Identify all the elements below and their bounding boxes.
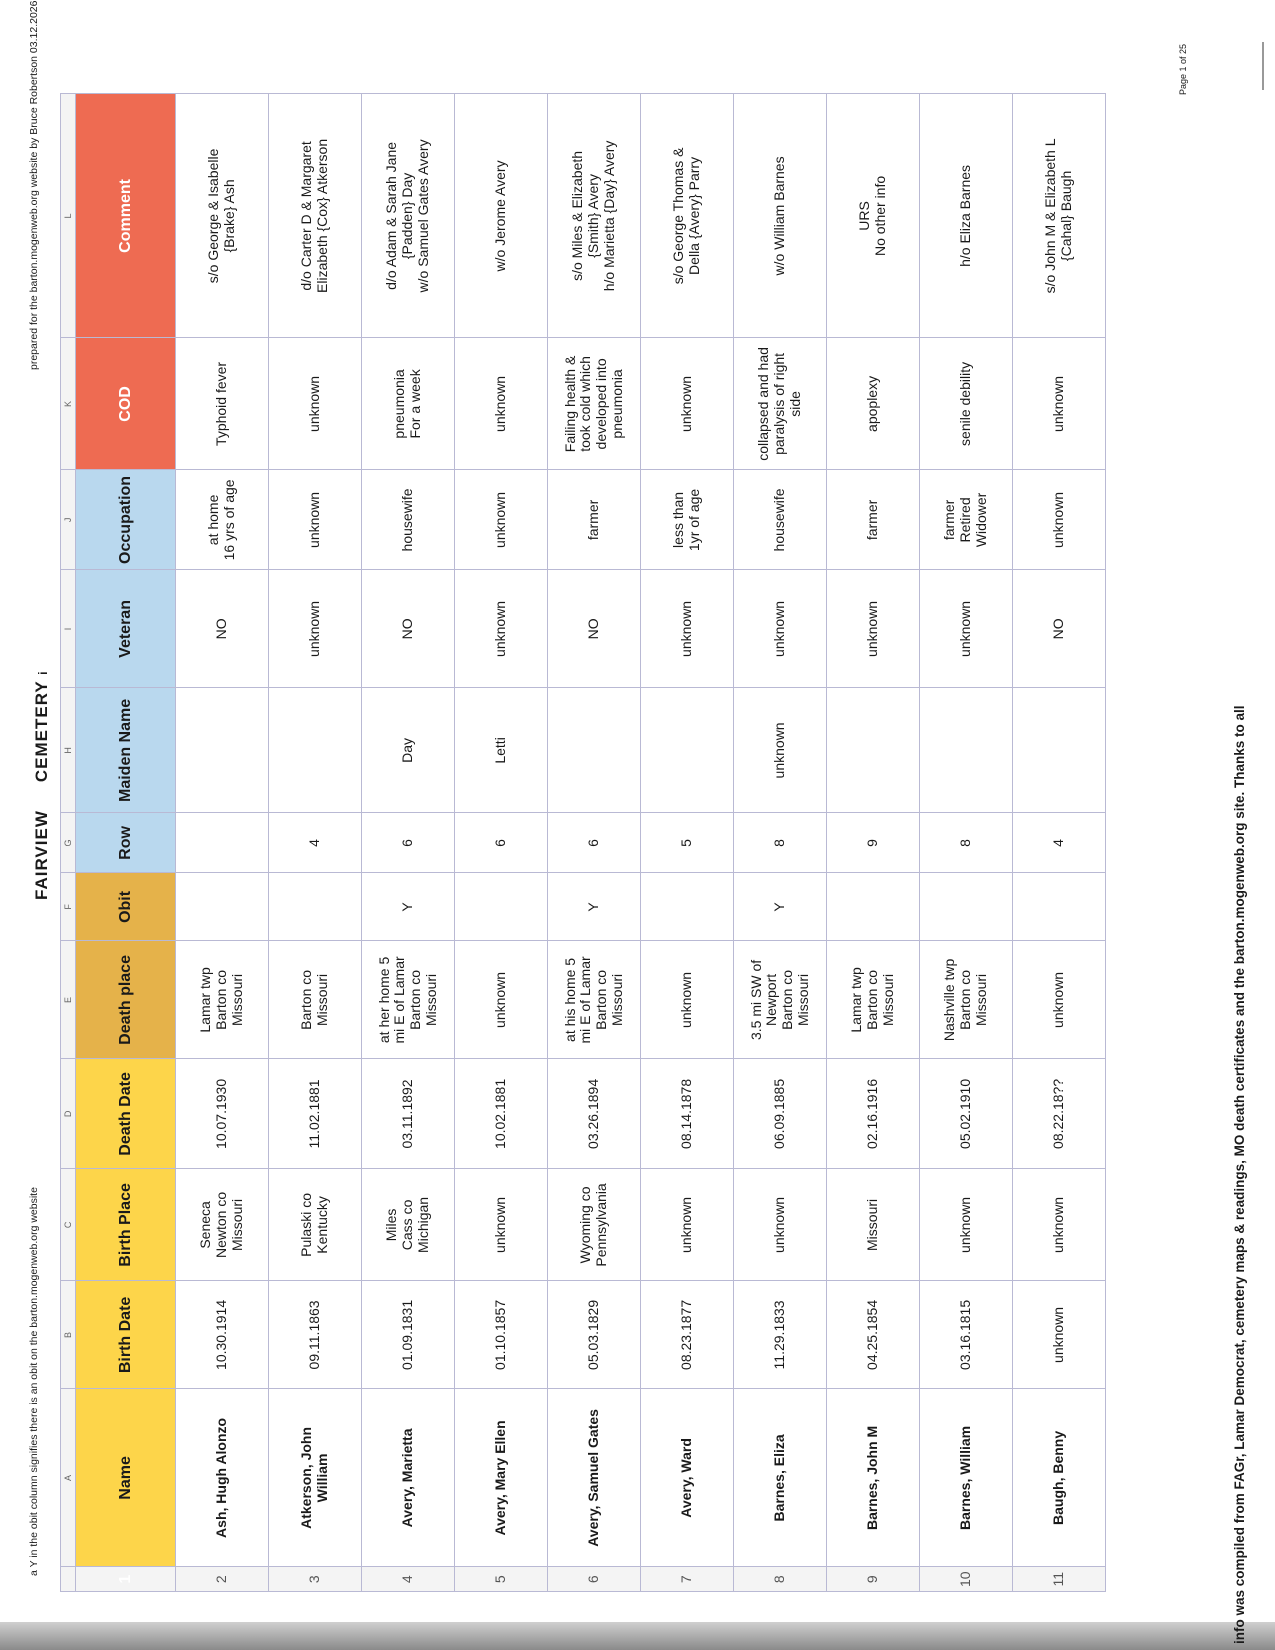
corner-cell xyxy=(61,1567,76,1592)
column-letter: H xyxy=(61,688,76,813)
table-cell: 11.29.1833 xyxy=(734,1281,827,1389)
name-cell: Ash, Hugh Alonzo xyxy=(176,1389,269,1567)
table-cell: housewife xyxy=(734,470,827,570)
table-cell: farmer xyxy=(827,470,920,570)
table-cell: 4 xyxy=(269,813,362,873)
table-cell: d/o Adam & Sarah Jane {Padden} Day w/o Samuel Gates Avery xyxy=(362,94,455,338)
table-cell xyxy=(269,688,362,813)
cemetery-table xyxy=(60,93,1106,1592)
table-cell: s/o Miles & Elizabeth {Smith} Avery h/o Marietta {Day} Avery xyxy=(548,94,641,338)
table-cell: 10.30.1914 xyxy=(176,1281,269,1389)
table-cell: Y xyxy=(548,873,641,941)
table-cell: housewife xyxy=(362,470,455,570)
table-cell: 10.07.1930 xyxy=(176,1059,269,1169)
name-cell: Atkerson, John William xyxy=(269,1389,362,1567)
table-cell: URS No other info xyxy=(827,94,920,338)
table-cell: farmer xyxy=(548,470,641,570)
table-row xyxy=(362,94,455,1592)
table-cell: unknown xyxy=(641,941,734,1059)
table-cell: 8 xyxy=(734,813,827,873)
table-cell: Failing health & took cold which developed into pneumonia xyxy=(548,338,641,470)
table-cell: Miles Cass co Michigan xyxy=(362,1169,455,1281)
table-cell xyxy=(176,688,269,813)
column-header: Obit xyxy=(76,873,176,941)
row-number: 5 xyxy=(455,1567,548,1592)
table-cell: unknown xyxy=(455,941,548,1059)
table-cell: at his home 5 mi E of Lamar Barton co Missouri xyxy=(548,941,641,1059)
table-cell: 6 xyxy=(548,813,641,873)
column-header: Death Date xyxy=(76,1059,176,1169)
column-letter: F xyxy=(61,873,76,941)
row-number: 4 xyxy=(362,1567,455,1592)
page-number: Page 1 of 25 xyxy=(1178,43,1188,95)
table-cell: at her home 5 mi E of Lamar Barton co Missouri xyxy=(362,941,455,1059)
table-cell: 05.03.1829 xyxy=(548,1281,641,1389)
table-cell: Typhoid fever xyxy=(176,338,269,470)
column-letter: D xyxy=(61,1059,76,1169)
column-header: Comment xyxy=(76,94,176,338)
name-cell: Avery, Samuel Gates xyxy=(548,1389,641,1567)
table-cell: w/o Jerome Avery xyxy=(455,94,548,338)
table-row xyxy=(548,94,641,1592)
header-row xyxy=(76,94,176,1592)
table-cell xyxy=(920,688,1013,813)
table-cell: unknown xyxy=(641,338,734,470)
table-cell: 4 xyxy=(1013,813,1106,873)
table-cell: unknown xyxy=(455,1169,548,1281)
name-cell: Avery, Ward xyxy=(641,1389,734,1567)
table-row xyxy=(455,94,548,1592)
table-cell: unknown xyxy=(734,1169,827,1281)
table-cell: 08.23.1877 xyxy=(641,1281,734,1389)
column-letter-row xyxy=(61,94,76,1592)
table-cell xyxy=(176,813,269,873)
column-header: Row xyxy=(76,813,176,873)
table-cell: at home 16 yrs of age xyxy=(176,470,269,570)
table-cell: d/o Carter D & Margaret Elizabeth {Cox} Atkerson xyxy=(269,94,362,338)
table-cell: 01.10.1857 xyxy=(455,1281,548,1389)
table-cell xyxy=(269,873,362,941)
column-letter: B xyxy=(61,1281,76,1389)
table-row xyxy=(734,94,827,1592)
table-cell: 08.22.18?? xyxy=(1013,1059,1106,1169)
table-cell: NO xyxy=(548,570,641,688)
name-cell: Barnes, William xyxy=(920,1389,1013,1567)
table-cell: less than 1yr of age xyxy=(641,470,734,570)
column-letter: E xyxy=(61,941,76,1059)
column-header: Occupation xyxy=(76,470,176,570)
table-cell: unknown xyxy=(1013,470,1106,570)
column-letter: C xyxy=(61,1169,76,1281)
table-cell xyxy=(548,688,641,813)
table-cell: unknown xyxy=(827,570,920,688)
table-cell: h/o Eliza Barnes xyxy=(920,94,1013,338)
page-title xyxy=(32,671,52,900)
table-cell: 10.02.1881 xyxy=(455,1059,548,1169)
table-cell: s/o George & Isabelle {Brake} Ash xyxy=(176,94,269,338)
table-cell: Wyoming co Pennsylvania xyxy=(548,1169,641,1281)
column-header: Birth Place xyxy=(76,1169,176,1281)
column-letter: I xyxy=(61,570,76,688)
table-cell: pneumonia For a week xyxy=(362,338,455,470)
table-cell: Nashville twp Barton co Missouri xyxy=(920,941,1013,1059)
table-cell xyxy=(176,873,269,941)
scan-mark xyxy=(1262,42,1264,90)
table-cell xyxy=(641,688,734,813)
row-number: 1 xyxy=(76,1567,176,1592)
column-letter: A xyxy=(61,1389,76,1567)
info-icon: i xyxy=(36,670,50,675)
table-cell: Pulaski co Kentucky xyxy=(269,1169,362,1281)
table-cell: NO xyxy=(362,570,455,688)
table-cell: unknown xyxy=(641,570,734,688)
table-cell: unknown xyxy=(920,1169,1013,1281)
table-cell: NO xyxy=(1013,570,1106,688)
table-row xyxy=(269,94,362,1592)
table-cell: 03.11.1892 xyxy=(362,1059,455,1169)
table-cell: 06.09.1885 xyxy=(734,1059,827,1169)
table-cell xyxy=(827,873,920,941)
table-row xyxy=(641,94,734,1592)
table-cell: 11.02.1881 xyxy=(269,1059,362,1169)
column-header: Name xyxy=(76,1389,176,1567)
table-cell: NO xyxy=(176,570,269,688)
table-cell xyxy=(455,873,548,941)
name-cell: Avery, Marietta xyxy=(362,1389,455,1567)
table-cell xyxy=(641,873,734,941)
name-cell: Baugh, Benny xyxy=(1013,1389,1106,1567)
table-cell: unknown xyxy=(641,1169,734,1281)
table-cell xyxy=(1013,873,1106,941)
table-cell: 03.26.1894 xyxy=(548,1059,641,1169)
table-cell: 6 xyxy=(455,813,548,873)
table-cell xyxy=(827,688,920,813)
name-cell: Barnes, Eliza xyxy=(734,1389,827,1567)
table-cell: 09.11.1863 xyxy=(269,1281,362,1389)
table-cell: unknown xyxy=(734,688,827,813)
table-cell xyxy=(920,873,1013,941)
table-cell: Lamar twp Barton co Missouri xyxy=(827,941,920,1059)
table-cell: Seneca Newton co Missouri xyxy=(176,1169,269,1281)
table-cell: 05.02.1910 xyxy=(920,1059,1013,1169)
table-cell: Y xyxy=(734,873,827,941)
table-cell: Barton co Missouri xyxy=(269,941,362,1059)
column-header: Birth Date xyxy=(76,1281,176,1389)
table-cell: unknown xyxy=(1013,1169,1106,1281)
name-cell: Avery, Mary Ellen xyxy=(455,1389,548,1567)
table-cell: 04.25.1854 xyxy=(827,1281,920,1389)
name-cell: Barnes, John M xyxy=(827,1389,920,1567)
table-cell: Letti xyxy=(455,688,548,813)
table-cell: unknown xyxy=(269,470,362,570)
table-cell: unknown xyxy=(455,570,548,688)
table-cell: unknown xyxy=(1013,338,1106,470)
table-cell: 8 xyxy=(920,813,1013,873)
table-cell: collapsed and had paralysis of right side xyxy=(734,338,827,470)
column-header: Veteran xyxy=(76,570,176,688)
table-cell: apoplexy xyxy=(827,338,920,470)
table-row xyxy=(827,94,920,1592)
table-cell: 9 xyxy=(827,813,920,873)
table-cell: unknown xyxy=(455,470,548,570)
table-row xyxy=(920,94,1013,1592)
row-number: 2 xyxy=(176,1567,269,1592)
table-cell: s/o John M & Elizabeth L {Cahal} Baugh xyxy=(1013,94,1106,338)
row-number: 6 xyxy=(548,1567,641,1592)
table-cell: s/o George Thomas & Della {Avery} Parry xyxy=(641,94,734,338)
row-number: 8 xyxy=(734,1567,827,1592)
table-cell: unknown xyxy=(455,338,548,470)
table-cell: 3.5 mi SW of Newport Barton co Missouri xyxy=(734,941,827,1059)
title-word-fairview: FAIRVIEW xyxy=(32,810,51,900)
table-cell: 03.16.1815 xyxy=(920,1281,1013,1389)
table-cell: 6 xyxy=(362,813,455,873)
table-cell: senile debility xyxy=(920,338,1013,470)
table-cell xyxy=(1013,688,1106,813)
table-cell: 02.16.1916 xyxy=(827,1059,920,1169)
column-letter: L xyxy=(61,94,76,338)
table-cell: Day xyxy=(362,688,455,813)
table-cell: 5 xyxy=(641,813,734,873)
title-word-cemetery: CEMETERY xyxy=(32,680,51,783)
table-cell: unknown xyxy=(269,338,362,470)
obit-note: a Y in the obit column signifies there is an obit on the barton.mogenweb.org website xyxy=(28,1187,40,1576)
table-cell: 08.14.1878 xyxy=(641,1059,734,1169)
table-cell: farmer Retired Widower xyxy=(920,470,1013,570)
table-cell: unknown xyxy=(920,570,1013,688)
row-number: 3 xyxy=(269,1567,362,1592)
table-cell: Y xyxy=(362,873,455,941)
footer-credits: info was compiled from FAGr, Lamar Democrat, cemetery maps & readings, MO death certificates and the barton.mogenweb.org site. Thanks to all xyxy=(1232,705,1247,1644)
table-cell: unknown xyxy=(1013,1281,1106,1389)
table-cell: Missouri xyxy=(827,1169,920,1281)
column-letter: G xyxy=(61,813,76,873)
table-cell: unknown xyxy=(1013,941,1106,1059)
column-header: COD xyxy=(76,338,176,470)
table-cell: Lamar twp Barton co Missouri xyxy=(176,941,269,1059)
column-header: Death place xyxy=(76,941,176,1059)
row-number: 11 xyxy=(1013,1567,1106,1592)
row-number: 9 xyxy=(827,1567,920,1592)
prepared-note: prepared for the barton.mogenweb.org website by Bruce Robertson 03.12.2026 xyxy=(28,0,40,370)
row-number: 7 xyxy=(641,1567,734,1592)
column-letter: K xyxy=(61,338,76,470)
table-row xyxy=(1013,94,1106,1592)
table-row xyxy=(176,94,269,1592)
table-cell: unknown xyxy=(734,570,827,688)
column-header: Maiden Name xyxy=(76,688,176,813)
column-letter: J xyxy=(61,470,76,570)
row-number: 10 xyxy=(920,1567,1013,1592)
table-cell: unknown xyxy=(269,570,362,688)
table-cell: w/o William Barnes xyxy=(734,94,827,338)
table-cell: 01.09.1831 xyxy=(362,1281,455,1389)
